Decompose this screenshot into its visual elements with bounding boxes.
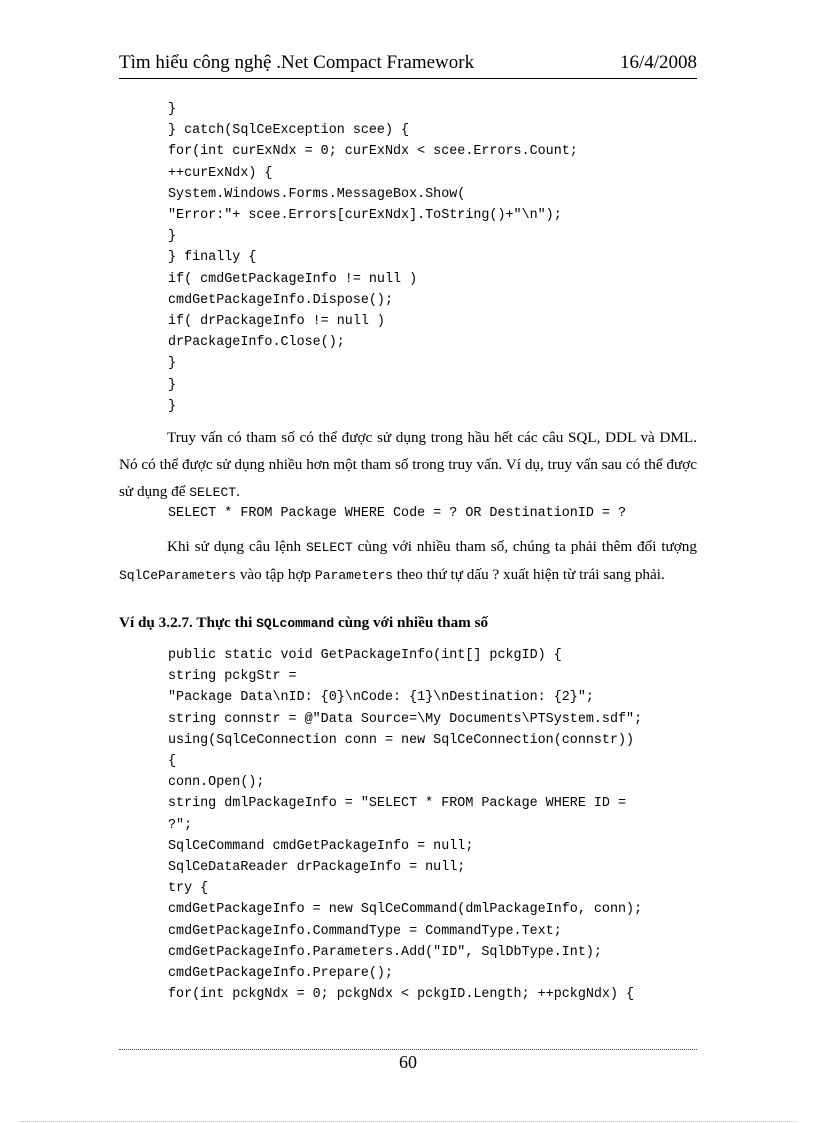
code-line: } catch(SqlCeException scee) { [168,123,410,139]
code-line: if( cmdGetPackageInfo != null ) [168,271,418,287]
code-line: "Package Data\nID: {0}\nCode: {1}\nDestination: {2}"; [168,690,594,706]
paragraph-text: vào tập hợp [236,566,315,583]
code-line: } [168,377,177,393]
code-line: cmdGetPackageInfo.Dispose(); [168,292,393,308]
code-line: string dmlPackageInfo = "SELECT * FROM Package WHERE ID = [168,796,627,812]
code-line: conn.Open(); [168,775,265,791]
code-line: drPackageInfo.Close(); [168,335,345,351]
page-header [119,52,697,79]
code-line: for(int pckgNdx = 0; pckgNdx < pckgID.Length; ++pckgNdx) { [168,987,635,1003]
code-line: cmdGetPackageInfo.CommandType = CommandType.Text; [168,923,562,939]
header-date: 16/4/2008 [619,52,697,73]
code-block-catch-finally [168,99,578,417]
code-line: "Error:"+ scee.Errors[curExNdx].ToString()+"\n"); [168,208,562,224]
paragraph-text: Truy vấn có tham số có thể được sử dụng trong hầu hết các câu SQL, DDL và DML. Nó có thể được sử dụng nhiều hơn một tham số trong truy vấn. Ví dụ, truy vấn sau có thể được sử dụng để [119,429,697,500]
example-suffix: cùng với nhiều tham số [334,614,489,631]
code-line: SqlCeDataReader drPackageInfo = null; [168,860,466,876]
paragraph-multiple-parameters [119,533,697,589]
paragraph-text: cùng với nhiều tham số, chúng ta phải thêm đối tượng [352,538,697,555]
code-line: SqlCeCommand cmdGetPackageInfo = null; [168,838,474,854]
code-line: cmdGetPackageInfo.Prepare(); [168,966,393,982]
inline-code-select: SELECT [305,540,353,555]
code-line: cmdGetPackageInfo = new SqlCeCommand(dmlPackageInfo, conn); [168,902,643,918]
inline-code-select: SELECT [189,485,237,500]
code-line: for(int curExNdx = 0; curExNdx < scee.Errors.Count; [168,144,578,160]
example-title [119,614,697,632]
code-line: { [168,754,177,770]
code-line: string connstr = @"Data Source=\My Documents\PTSystem.sdf"; [168,711,643,727]
paragraph-text: Khi sử dụng câu lệnh [167,538,306,555]
example-code: SQLcommand [256,616,335,631]
code-line: using(SqlCeConnection conn = new SqlCeConnection(connstr)) [168,732,635,748]
code-line: try { [168,881,209,897]
code-line: } finally { [168,250,257,266]
code-line: } [168,398,177,414]
page-number: 60 [399,1052,417,1072]
inline-code-parameters: Parameters [314,568,393,583]
code-line: System.Windows.Forms.MessageBox.Show( [168,186,466,202]
code-line-select-query: SELECT * FROM Package WHERE Code = ? OR DestinationID = ? [168,506,627,521]
example-prefix: Ví dụ 3.2.7. Thực thi [119,614,257,631]
code-line: } [168,229,177,245]
code-line: string pckgStr = [168,669,297,685]
code-line: } [168,356,177,372]
code-line: if( drPackageInfo != null ) [168,314,385,330]
paragraph-end: . [236,483,240,500]
paragraph-parameterized-query [119,424,697,506]
inline-code-sqlceparameters: SqlCeParameters [119,568,237,583]
header-title: Tìm hiểu công nghệ .Net Compact Framework [119,52,475,73]
code-line: } [168,102,177,117]
code-line: ?"; [168,817,193,833]
bottom-divider [20,1121,796,1122]
code-line: cmdGetPackageInfo.Parameters.Add("ID", SqlDbType.Int); [168,944,602,960]
paragraph-text: theo thứ tự dấu ? xuất hiện từ trái sang phải. [392,566,665,583]
code-line: public static void GetPackageInfo(int[] pckgID) { [168,648,562,663]
code-block-get-package-info [168,645,642,1005]
code-line: ++curExNdx) { [168,165,273,181]
footer-divider [119,1049,697,1050]
